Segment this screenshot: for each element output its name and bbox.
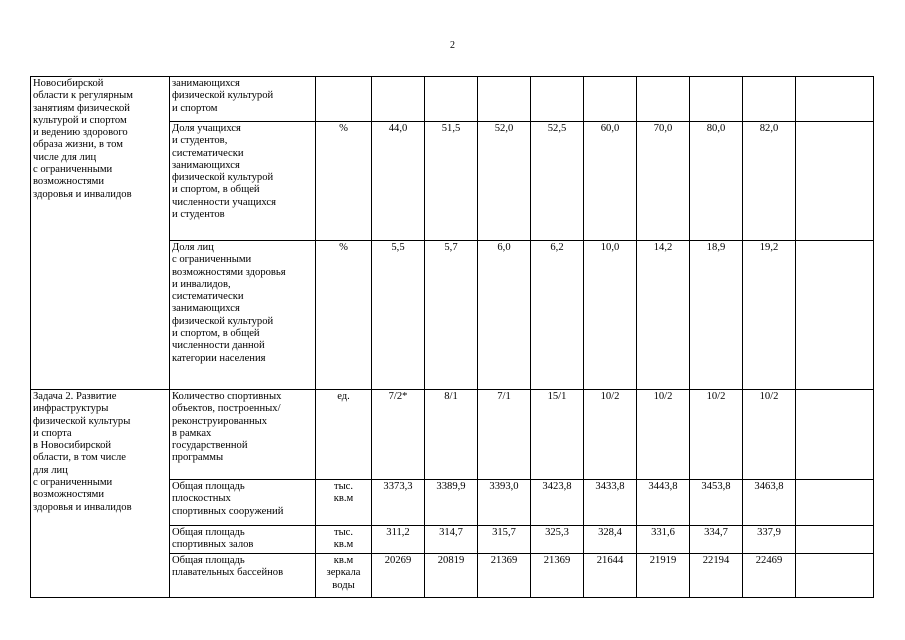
value-cell: 22194	[690, 554, 743, 598]
value-cell: 325,3	[531, 526, 584, 554]
value-cell	[478, 77, 531, 122]
empty-cell	[796, 77, 874, 122]
unit-cell: %	[316, 122, 372, 241]
value-cell: 5,5	[372, 241, 425, 390]
value-cell: 314,7	[425, 526, 478, 554]
value-cell: 20819	[425, 554, 478, 598]
value-cell: 52,0	[478, 122, 531, 241]
value-cell: 19,2	[743, 241, 796, 390]
value-cell: 44,0	[372, 122, 425, 241]
value-cell: 8/1	[425, 390, 478, 480]
empty-cell	[796, 122, 874, 241]
unit-cell	[316, 77, 372, 122]
unit-cell: тыс. кв.м	[316, 526, 372, 554]
value-cell: 3463,8	[743, 480, 796, 526]
value-cell: 10,0	[584, 241, 637, 390]
value-cell: 6,2	[531, 241, 584, 390]
indicator-cell: Общая площадь плавательных бассейнов	[170, 554, 316, 598]
value-cell: 3423,8	[531, 480, 584, 526]
value-cell: 51,5	[425, 122, 478, 241]
page-number: 2	[450, 40, 455, 51]
value-cell: 331,6	[637, 526, 690, 554]
value-cell: 7/1	[478, 390, 531, 480]
value-cell: 3433,8	[584, 480, 637, 526]
unit-cell: %	[316, 241, 372, 390]
value-cell: 14,2	[637, 241, 690, 390]
value-cell: 3373,3	[372, 480, 425, 526]
value-cell: 328,4	[584, 526, 637, 554]
value-cell: 21369	[478, 554, 531, 598]
goal-cell: Новосибирской области к регулярным занятиям физической культурой и спортом и ведению здорового образа жизни, в том числе для лиц с ограниченными возможностями здоровья и инвалидов	[31, 77, 170, 390]
value-cell: 52,5	[531, 122, 584, 241]
indicator-cell: Количество спортивных объектов, построенных/ реконструированных в рамках государственной программы	[170, 390, 316, 480]
value-cell	[372, 77, 425, 122]
value-cell: 15/1	[531, 390, 584, 480]
value-cell: 334,7	[690, 526, 743, 554]
value-cell: 21644	[584, 554, 637, 598]
value-cell: 21369	[531, 554, 584, 598]
value-cell: 3389,9	[425, 480, 478, 526]
value-cell: 10/2	[690, 390, 743, 480]
value-cell: 7/2*	[372, 390, 425, 480]
indicator-cell: Доля учащихся и студентов, систематически занимающихся физической культурой и спортом, в общей численности учащихся и студентов	[170, 122, 316, 241]
value-cell: 82,0	[743, 122, 796, 241]
value-cell: 22469	[743, 554, 796, 598]
value-cell: 315,7	[478, 526, 531, 554]
value-cell	[690, 77, 743, 122]
value-cell: 18,9	[690, 241, 743, 390]
unit-cell: ед.	[316, 390, 372, 480]
value-cell: 80,0	[690, 122, 743, 241]
value-cell: 10/2	[637, 390, 690, 480]
indicator-cell: Общая площадь плоскостных спортивных сооружений	[170, 480, 316, 526]
empty-cell	[796, 554, 874, 598]
table-row	[31, 390, 874, 480]
empty-cell	[796, 526, 874, 554]
indicator-cell: Доля лиц с ограниченными возможностями здоровья и инвалидов, систематически занимающихся физической культурой и спортом, в общей численности данной категории населения	[170, 241, 316, 390]
empty-cell	[796, 390, 874, 480]
value-cell	[584, 77, 637, 122]
value-cell: 70,0	[637, 122, 690, 241]
value-cell	[531, 77, 584, 122]
value-cell: 5,7	[425, 241, 478, 390]
value-cell	[425, 77, 478, 122]
table-row	[31, 77, 874, 122]
unit-cell: кв.м зеркала воды	[316, 554, 372, 598]
value-cell	[743, 77, 796, 122]
indicator-cell: занимающихся физической культурой и спортом	[170, 77, 316, 122]
value-cell: 3393,0	[478, 480, 531, 526]
indicator-cell: Общая площадь спортивных залов	[170, 526, 316, 554]
value-cell: 10/2	[584, 390, 637, 480]
value-cell: 3453,8	[690, 480, 743, 526]
goal-cell: Задача 2. Развитие инфраструктуры физической культуры и спорта в Новосибирской области, в том числе для лиц с ограниченными возможностями здоровья и инвалидов	[31, 390, 170, 598]
value-cell: 3443,8	[637, 480, 690, 526]
value-cell: 10/2	[743, 390, 796, 480]
value-cell: 6,0	[478, 241, 531, 390]
value-cell	[637, 77, 690, 122]
value-cell: 21919	[637, 554, 690, 598]
indicators-table	[30, 76, 874, 598]
value-cell: 311,2	[372, 526, 425, 554]
empty-cell	[796, 480, 874, 526]
value-cell: 337,9	[743, 526, 796, 554]
value-cell: 60,0	[584, 122, 637, 241]
value-cell: 20269	[372, 554, 425, 598]
empty-cell	[796, 241, 874, 390]
unit-cell: тыс. кв.м	[316, 480, 372, 526]
